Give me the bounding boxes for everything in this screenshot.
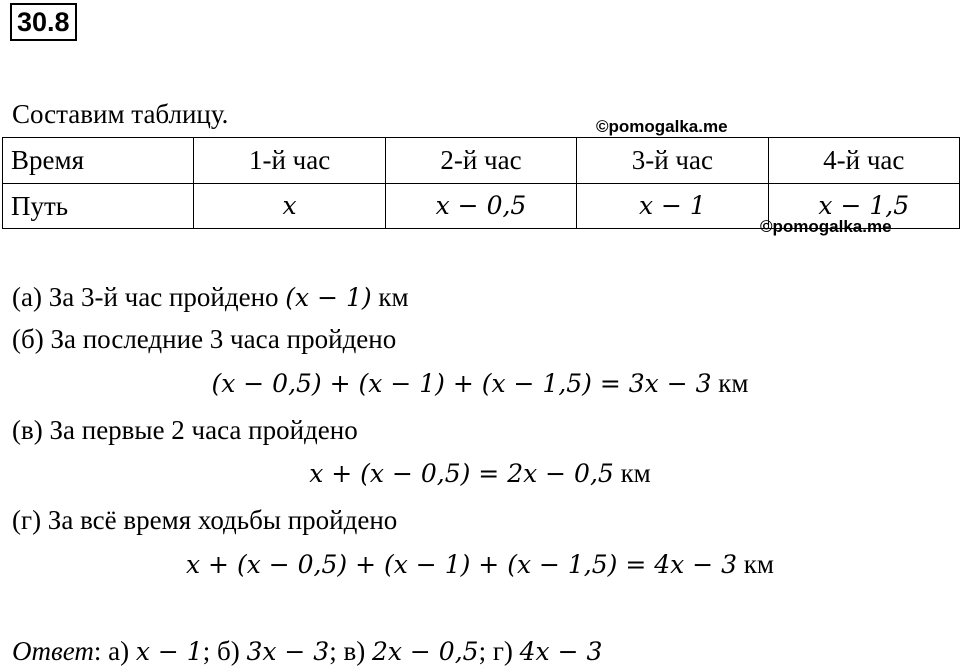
watermark-bottom: ©pomogalka.me <box>760 217 892 236</box>
answer-line <box>12 634 602 669</box>
watermark-top: ©pomogalka.me <box>596 117 728 136</box>
time-distance-table <box>2 137 960 229</box>
answer-item-label: ; в) <box>329 636 372 666</box>
table-cell: Время <box>3 138 194 184</box>
table-cell: 3-й час <box>577 138 768 184</box>
table-cell: x − 1,5 <box>768 183 959 229</box>
table-row-time <box>3 138 960 184</box>
part-a-text: (а) За 3-й час пройдено <box>12 282 286 312</box>
table-cell: 4-й час <box>768 138 959 184</box>
part-c-equation <box>0 456 960 491</box>
part-c-math: x + (x − 0,5) = 2x − 0,5 <box>309 459 614 488</box>
table-cell: 2-й час <box>385 138 576 184</box>
part-b-equation <box>0 366 960 401</box>
part-b-unit: км <box>711 368 749 398</box>
part-d-text: (г) За всё время ходьбы пройдено <box>12 505 398 535</box>
part-a <box>12 280 409 315</box>
problem-number: 30.8 <box>10 3 77 41</box>
part-a-math: (x − 1) <box>285 283 372 312</box>
answer-math: 2x − 0,5 <box>371 637 479 666</box>
table-cell: 1-й час <box>194 138 385 184</box>
answer-item-label: а) <box>108 636 136 666</box>
answer-math: x − 1 <box>135 637 203 666</box>
intro-text: Составим таблицу. <box>12 99 229 129</box>
answer-item-label: ; б) <box>202 636 247 666</box>
answer-math: 4x − 3 <box>519 637 603 666</box>
answer-math: 3x − 3 <box>246 637 330 666</box>
table-cell: x <box>194 183 385 229</box>
answer-colon: : <box>93 636 109 666</box>
table-cell: x − 0,5 <box>385 183 576 229</box>
part-d-equation <box>0 547 960 582</box>
part-a-unit: км <box>371 282 409 312</box>
part-b-text: (б) За последние 3 часа пройдено <box>12 324 397 354</box>
answer-label: Ответ <box>12 636 94 666</box>
answer-item-label: ; г) <box>478 636 520 666</box>
part-b-math: (x − 0,5) + (x − 1) + (x − 1,5) = 3x − 3 <box>211 369 712 398</box>
table-cell: x − 1 <box>577 183 768 229</box>
part-d-unit: км <box>737 549 774 579</box>
part-c-unit: км <box>613 458 651 488</box>
part-c-text: (в) За первые 2 часа пройдено <box>12 415 358 445</box>
part-d-math: x + (x − 0,5) + (x − 1) + (x − 1,5) = 4x − 3 <box>186 550 737 579</box>
table-cell: Путь <box>3 183 194 229</box>
